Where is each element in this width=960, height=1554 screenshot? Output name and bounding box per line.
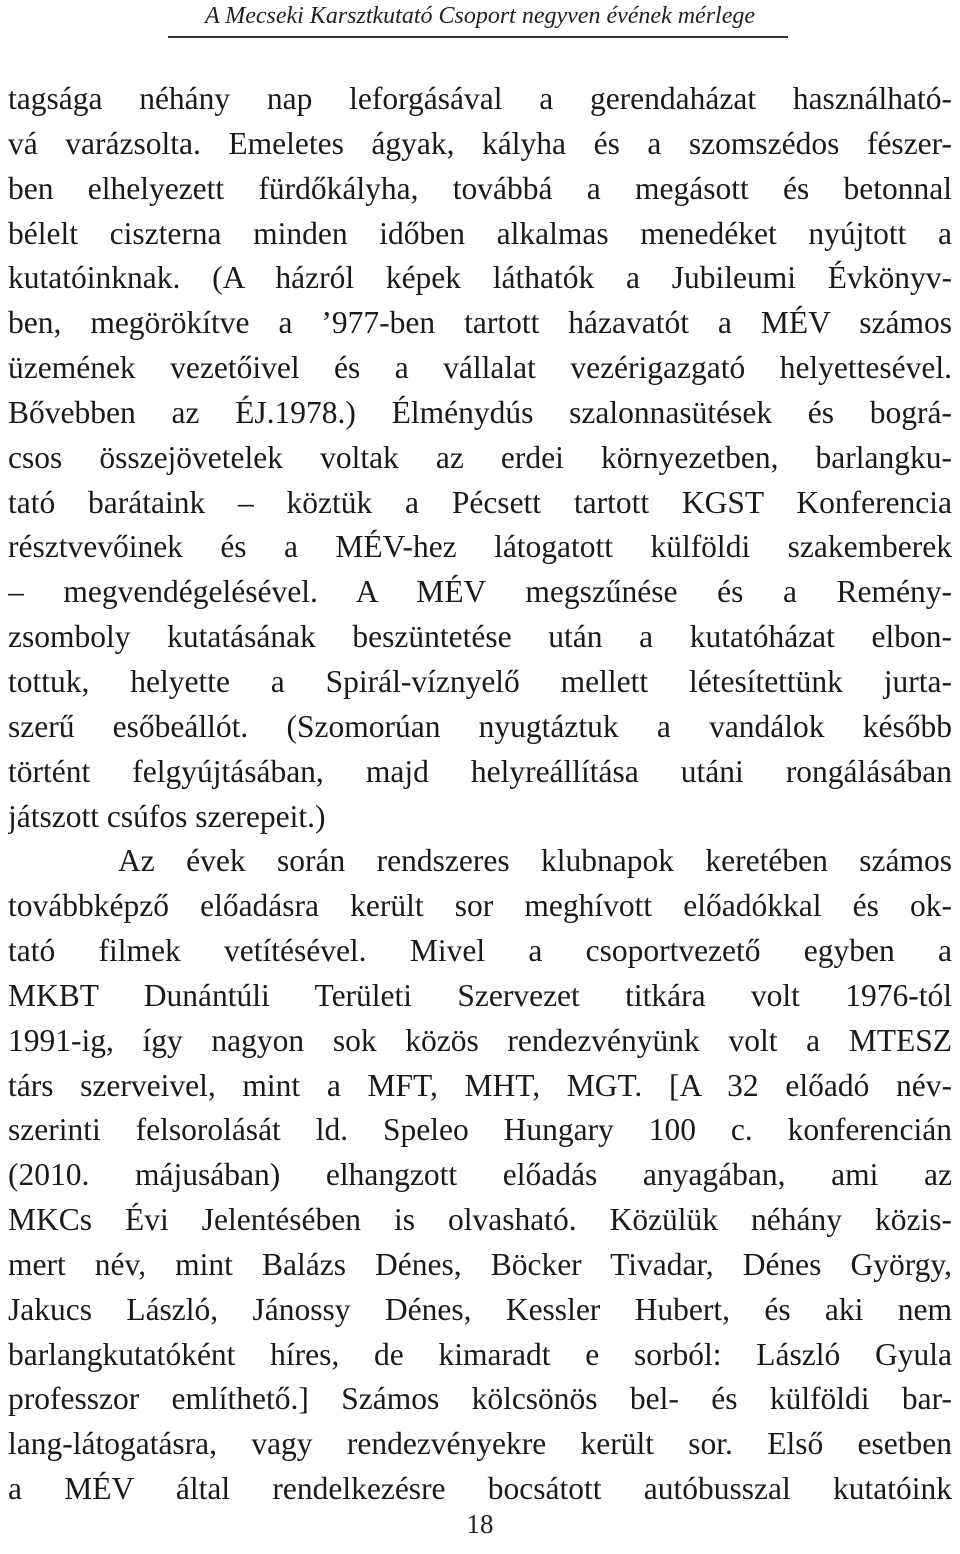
text-line: csos összejövetelek voltak az erdei környezetben, barlangku- — [8, 439, 952, 475]
text-line: 1991-ig, így nagyon sok közös rendezvényünk volt a MTESZ — [8, 1022, 952, 1058]
running-title: A Mecseki Karsztkutató Csoport negyven évének mérlege — [204, 3, 756, 29]
running-header — [0, 0, 960, 40]
body-text — [8, 77, 952, 1512]
text-line: tató filmek vetítésével. Mivel a csoportvezető egyben a — [8, 933, 952, 969]
text-line: mert név, mint Balázs Dénes, Böcker Tivadar, Dénes György, — [8, 1246, 952, 1282]
text-line: társ szerveivel, mint a MFT, MHT, MGT. [A 32 előadó név- — [8, 1067, 952, 1103]
text-line: lang-látogatásra, vagy rendezvényekre került sor. Első esetben — [8, 1426, 952, 1462]
text-line: továbbképző előadásra került sor meghívott előadókkal és ok- — [8, 888, 952, 924]
text-line: barlangkutatóként híres, de kimaradt e sorból: László Gyula — [8, 1336, 952, 1372]
text-line: zsomboly kutatásának beszüntetése után a kutatóházat elbon- — [8, 619, 952, 655]
text-line: szerű esőbeállót. (Szomorúan nyugtáztuk a vandálok később — [8, 708, 952, 744]
text-line: történt felgyújtásában, majd helyreállítása utáni rongálásában — [8, 753, 952, 789]
text-line: – megvendégelésével. A MÉV megszűnése és a Remény- — [8, 574, 952, 610]
text-line: bélelt ciszterna minden időben alkalmas menedéket nyújtott a — [8, 215, 952, 251]
text-line: ben elhelyezett fürdőkályha, továbbá a megásott és betonnal — [8, 170, 952, 206]
text-line: résztvevőinek és a MÉV-hez látogatott külföldi szakemberek — [8, 529, 952, 565]
text-line: a MÉV által rendelkezésre bocsátott autóbusszal kutatóink — [8, 1471, 952, 1507]
paragraph-start-line: Az évek során rendszeres klubnapok keretében számos — [118, 843, 952, 879]
text-line: tottuk, helyette a Spirál-víznyelő mellett létesítettünk jurta- — [8, 663, 952, 699]
text-line: Bővebben az ÉJ.1978.) Élménydús szalonnasütések és bográ- — [8, 394, 952, 430]
text-line: vá varázsolta. Emeletes ágyak, kályha és a szomszédos fészer- — [8, 125, 952, 161]
text-line: üzemének vezetőivel és a vállalat vezérigazgató helyettesével. — [8, 350, 952, 386]
text-line: kutatóinknak. (A házról képek láthatók a Jubileumi Évkönyv- — [8, 260, 952, 296]
page-number: 18 — [466, 1509, 494, 1539]
text-line: tató barátaink – köztük a Pécsett tartott KGST Konferencia — [8, 484, 952, 520]
text-line: tagsága néhány nap leforgásával a gerendaházat használható- — [8, 81, 952, 116]
text-line: MKCs Évi Jelentésében is olvasható. Közülük néhány közis- — [8, 1202, 952, 1238]
text-line: szerinti felsorolását ld. Speleo Hungary 100 c. konferencián — [8, 1112, 952, 1148]
text-line: Jakucs László, Jánossy Dénes, Kessler Hubert, és aki nem — [8, 1291, 952, 1327]
text-line: ben, megörökítve a ’977-ben tartott házavatót a MÉV számos — [8, 305, 952, 341]
paragraph-end-line: játszott csúfos szerepeit.) — [8, 798, 326, 834]
header-rule — [168, 36, 788, 38]
text-line: (2010. májusában) elhangzott előadás anyagában, ami az — [8, 1157, 952, 1193]
text-line: professzor említhető.] Számos kölcsönös bel- és külföldi bar- — [8, 1381, 952, 1417]
text-line: MKBT Dunántúli Területi Szervezet titkára volt 1976-tól — [8, 977, 952, 1013]
